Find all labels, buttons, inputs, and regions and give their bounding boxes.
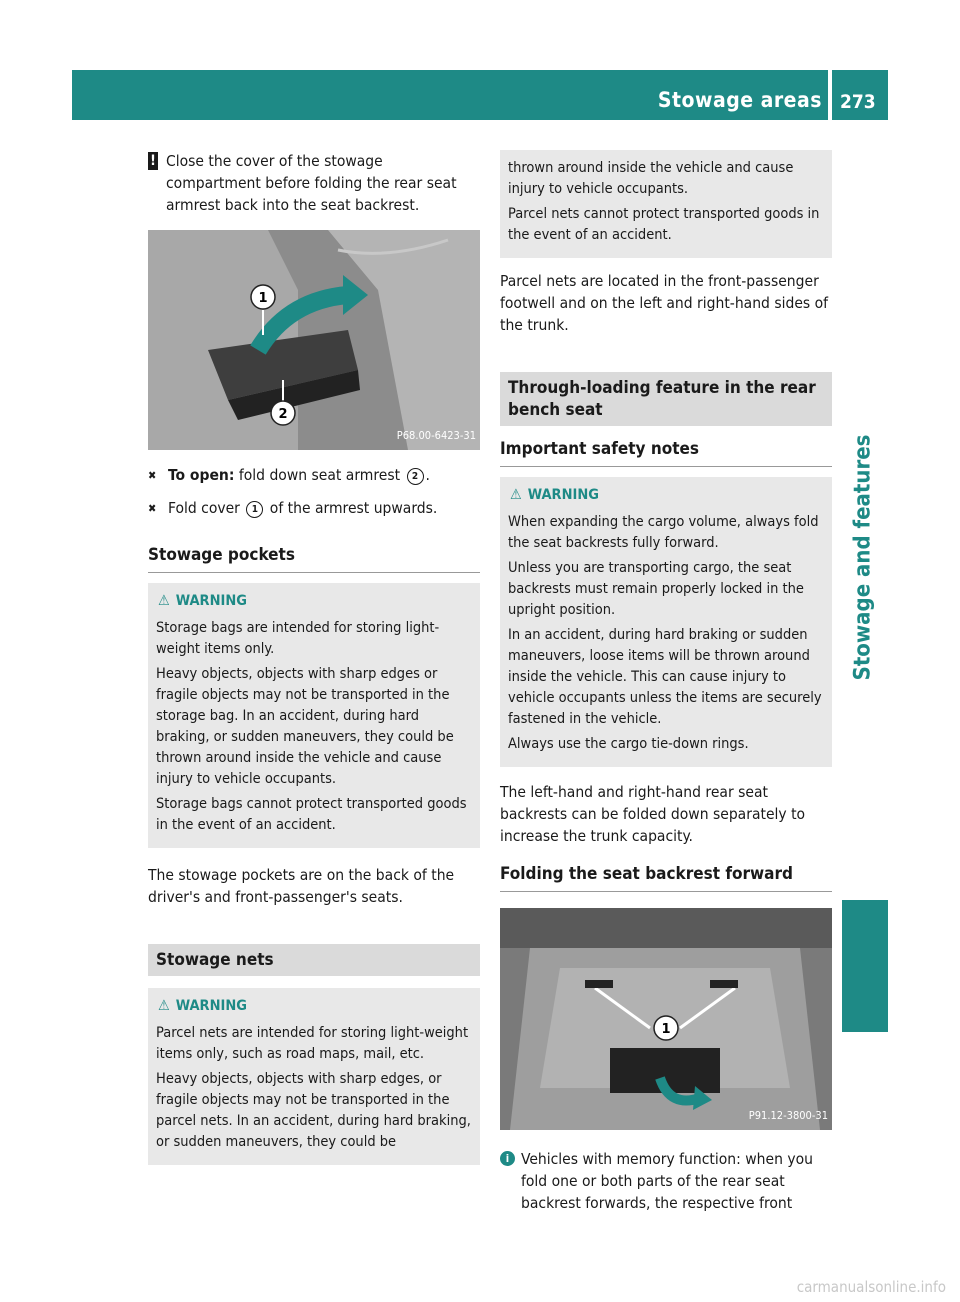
warning-text: thrown around inside the vehicle and cause injury to vehicle occupants. <box>508 160 794 197</box>
step2-text-a: Fold cover <box>168 499 240 517</box>
warning-box-2-continued <box>500 150 832 258</box>
figure1-callout-1: 1 <box>258 291 268 306</box>
figure1-code: P68.00-6423-31 <box>396 429 476 442</box>
pockets-paragraph: The stowage pockets are on the back of the driver's and front-passenger's seats. <box>148 866 455 906</box>
trunk-figure <box>500 908 832 1130</box>
warning-text: Storage bags cannot protect transported goods in the event of an accident. <box>156 796 467 833</box>
step-arrow-icon: ✖ <box>148 469 157 482</box>
ref-1: 1 <box>246 501 263 518</box>
figure2-callout-1: 1 <box>661 1022 671 1037</box>
ref-2: 2 <box>407 468 424 485</box>
warning-text: Parcel nets cannot protect transported goods in the event of an accident. <box>508 206 820 243</box>
side-tab-label: Stowage and features <box>850 434 876 680</box>
warning-title: WARNING <box>175 998 247 1014</box>
step1-bold: To open: <box>168 466 235 484</box>
page-section-title: Stowage areas <box>657 88 822 112</box>
figure2-code: P91.12-3800-31 <box>748 1109 828 1122</box>
warning-text: Unless you are transporting cargo, the seat backrests must remain properly locked in the upright position. <box>508 560 804 618</box>
warning-text: Always use the cargo tie-down rings. <box>508 736 749 752</box>
stowage-nets-heading: Stowage nets <box>148 944 480 976</box>
step-arrow-icon: ✖ <box>148 502 157 515</box>
side-tab-label-wrap <box>842 342 884 772</box>
warning-box-3 <box>500 477 832 767</box>
info-note <box>500 1148 832 1214</box>
armrest-figure <box>148 230 480 450</box>
page-number: 273 <box>840 91 876 113</box>
warning-text: Parcel nets are intended for storing light-weight items only, such as road maps, mail, etc. <box>156 1025 469 1062</box>
figure1-callout-2: 2 <box>278 407 288 422</box>
step-open: ✖ To open: fold down seat armrest 2 . <box>148 464 480 487</box>
warning-box-2 <box>148 988 480 1165</box>
stowage-pockets-heading: Stowage pockets <box>148 544 480 573</box>
warning-box-1 <box>148 583 480 848</box>
through-loading-heading: Through-loading feature in the rear bench seat <box>500 372 832 426</box>
watermark: carmanualsonline.info <box>796 1278 946 1296</box>
info-icon: i <box>500 1151 515 1166</box>
side-tab-block <box>842 900 888 1032</box>
caution-note <box>148 150 480 216</box>
left-column <box>148 150 480 1165</box>
safety-notes-heading: Important safety notes <box>500 438 832 467</box>
warning-title: WARNING <box>527 487 599 503</box>
folding-backrest-heading: Folding the seat backrest forward <box>500 863 832 892</box>
caution-text: Close the cover of the stowage compartment before folding the rear seat armrest back into the seat backrest. <box>166 152 457 214</box>
info-text: Vehicles with memory function: when you fold one or both parts of the rear seat backrest forwards, the respective front <box>521 1150 813 1212</box>
warning-text: Heavy objects, objects with sharp edges, or fragile objects may not be transported in the parcel nets. In an accident, during hard braking, or sudden maneuvers, they could be <box>156 1071 471 1150</box>
right-column <box>500 150 832 1214</box>
trunk-illustration <box>500 908 832 1130</box>
warning-text: In an accident, during hard braking or sudden maneuvers, loose items will be thrown around inside the vehicle. This can cause injury to vehicle occupants unless the items are securely fastened in the vehicle. <box>508 627 822 727</box>
step1-text: fold down seat armrest <box>238 466 401 484</box>
step-fold <box>148 497 480 520</box>
warning-text: When expanding the cargo volume, always fold the seat backrests fully forward. <box>508 514 819 551</box>
header-separator <box>828 70 832 120</box>
armrest-illustration <box>148 230 480 450</box>
warning-text: Heavy objects, objects with sharp edges or fragile objects may not be transported in the storage bag. In an accident, during hard braking, or sudden maneuvers, they could be thrown around inside the vehicle and cause injury to vehicle occupants. <box>156 666 454 787</box>
parcel-nets-paragraph: Parcel nets are located in the front-passenger footwell and on the left and right-hand sides of the trunk. <box>500 272 829 334</box>
warning-triangle-icon: ⚠ <box>158 998 170 1014</box>
warning-triangle-icon: ⚠ <box>510 487 522 503</box>
caution-icon: ! <box>148 152 158 170</box>
warning-text: Storage bags are intended for storing light-weight items only. <box>156 620 440 657</box>
warning-triangle-icon: ⚠ <box>158 593 170 609</box>
warning-title: WARNING <box>175 593 247 609</box>
step2-text-b: of the armrest upwards. <box>269 499 438 517</box>
backrest-paragraph: The left-hand and right-hand rear seat backrests can be folded down separately to increase the trunk capacity. <box>500 783 806 845</box>
